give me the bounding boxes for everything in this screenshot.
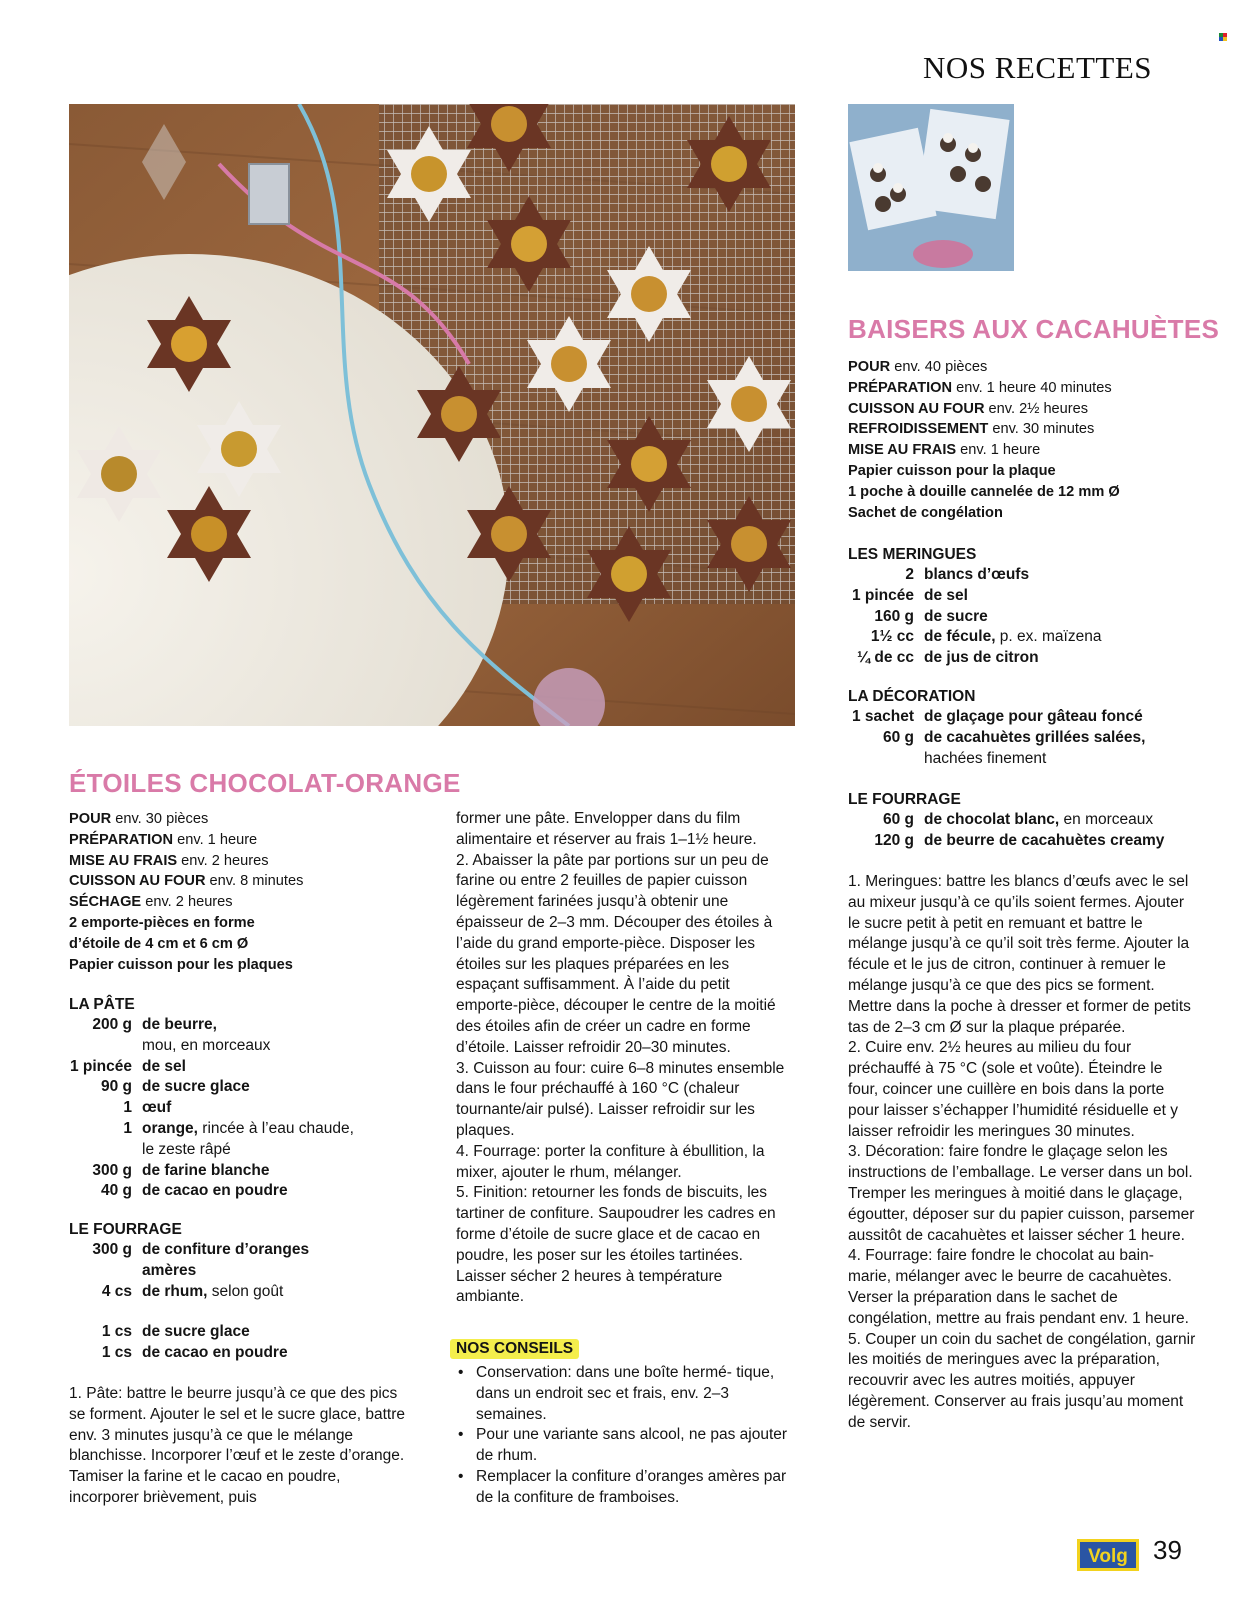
step: 4. Fourrage: porter la confiture à ébullition, la mixer, ajouter le rhum, mélanger. [456,1142,765,1181]
ingredient-row: 160 g de sucre [874,607,988,625]
ingredient-row: amères [142,1261,197,1279]
equipment-line: 1 poche à douille cannelée de 12 mm Ø [848,483,1120,500]
equipment-line: Papier cuisson pour la plaque [848,462,1056,479]
recipe2-meta [848,357,1218,523]
ingredient-row: 4 cs de rhum, selon goût [101,1282,284,1300]
meta-line: PRÉPARATION env. 1 heure [69,831,258,848]
meta-line: POUR env. 30 pièces [69,811,209,827]
tips-list [456,1363,792,1509]
meta-line: POUR env. 40 pièces [848,359,988,375]
tip-item: • Pour une variante sans alcool, ne pas ajouter de rhum. [456,1425,792,1467]
equipment-line: d’étoile de 4 cm et 6 cm Ø [69,935,249,952]
ingredient-row: 1 sachet de glaçage pour gâteau foncé [851,708,1143,725]
ingredient-row: 1 cs de sucre glace [101,1323,250,1340]
ingredient-row: hachées finement [924,749,1047,767]
recipe2-title: BAISERS AUX CACAHUÈTES [848,314,1220,344]
finition-ingredients [69,1322,409,1364]
recipe1-steps-col1 [69,1384,414,1509]
pate-ingredients [69,1015,409,1202]
equipment-line: 2 emporte-pièces en forme [69,914,255,931]
recipe2-steps [848,872,1196,1434]
decoration-heading: LA DÉCORATION [848,688,976,705]
ingredient-row: 300 g de confiture d’oranges [92,1241,310,1258]
fourrage1-heading: LE FOURRAGE [69,1221,182,1238]
ingredient-row: mou, en morceaux [142,1036,271,1054]
ingredient-row: 120 g de beurre de cacahuètes creamy [874,831,1165,849]
step: 3. Décoration: faire fondre le glaçage selon les instructions de l’emballage. Le verser dans un bol. Tremper les meringues à moitié dans le glaçage, égoutter, déposer sur du papier cuisson, parsemer aussitôt de cacahuètes et laisser sécher 1 heure. [848,1143,1195,1244]
step: 3. Cuisson au four: cuire 6–8 minutes ensemble dans le four préchauffé à 160 °C (chaleur tournante/air pulsé). Laisser refroidir sur les plaques. [456,1059,785,1139]
step: 5. Finition: retourner les fonds de biscuits, les tartiner de confiture. Saupoudrer les cadres en forme d’étoile de sucre glace et de cacao en poudre, les poser sur les étoiles tartinées. Laisser sécher 2 heures à température ambiante. [456,1184,776,1306]
fourrage2-heading: LE FOURRAGE [848,791,961,808]
tips-highlight: NOS CONSEILS [450,1339,579,1359]
step: 2. Cuire env. 2½ heures au milieu du four préchauffé à 75 °C (sole et voûte). Éteindre le four, coincer une cuillère en bois dans la porte pour laisser s’échapper l’humidité résiduelle et y laisser refroidir les meringues 30 minutes. [848,1039,1178,1140]
page-number: 39 [1153,1535,1182,1565]
meta-line: PRÉPARATION env. 1 heure 40 minutes [848,379,1112,396]
ingredient-row: 1 orange, rincée à l’eau chaude, [123,1119,354,1137]
meta-line: CUISSON AU FOUR env. 8 minutes [69,873,304,890]
section-header: NOS RECETTES [922,50,1152,85]
meta-line: REFROIDISSEMENT env. 30 minutes [848,421,1095,438]
equipment-line: Sachet de congélation [848,504,1003,521]
step: 4. Fourrage: faire fondre le chocolat au bain-marie, mélanger avec le beurre de cacahuètes. Verser la préparation dans le sachet de congélation, mettre au frais pendant env. 1 heure. [848,1247,1189,1327]
ingredient-row: 300 g de farine blanche [92,1161,270,1179]
fourrage2-ingredients [848,810,1228,852]
ingredient-row: 1 œuf [123,1099,172,1117]
ingredient-row: 200 g de beurre, [92,1016,217,1033]
volg-logo [1077,1539,1139,1571]
recipe1-steps-col2 [456,809,792,1308]
equipment-line: Papier cuisson pour les plaques [69,956,293,973]
cookies-photo [69,104,795,726]
recipe1-title: ÉTOILES CHOCOLAT-ORANGE [69,768,461,798]
corner-marker [1219,33,1227,41]
tips-heading [450,1339,579,1359]
meringues-photo [848,104,1014,271]
meta-line: SÉCHAGE env. 2 heures [69,894,233,911]
ingredient-row: 60 g de cacahuètes grillées salées, [882,728,1146,746]
step: 1. Meringues: battre les blancs d’œufs avec le sel au mixeur jusqu’à ce qu’ils soient fermes. Ajouter le sucre petit à petit en remuant et battre le mélange jusqu’à ce qu’il soit très ferme. Ajouter la fécule et le jus de citron, continuer à remuer le mélange jusqu’à ce que des pics se forment. Mettre dans la poche à dresser et former de petits tas de 2–3 cm Ø sur la plaque préparée. [848,873,1191,1036]
meta-line: MISE AU FRAIS env. 1 heure [848,442,1041,459]
meta-line: MISE AU FRAIS env. 2 heures [69,852,269,869]
step: 2. Abaisser la pâte par portions sur un peu de farine ou entre 2 feuilles de papier cuisson légèrement farinées jusqu’à obtenir une épaisseur de 2–3 mm. Découper des étoiles à l’aide du grand emporte-pièce. Disposer les étoiles sur les plaques préparées en les espaçant suffisamment. À l’aide du petit emporte-pièce, découper le centre de la moitié des étoiles afin de créer un cadre en forme d’étoile. Laisser refroidir 20–30 minutes. [456,851,776,1056]
decoration-ingredients [848,707,1228,769]
tip-item: • Conservation: dans une boîte hermé- tique, dans un endroit sec et frais, env. 2–3 semaines. [456,1363,792,1425]
ingredient-row: 2 blancs d’œufs [905,566,1030,583]
ingredient-row: 60 g de chocolat blanc, en morceaux [882,811,1154,828]
recipe1-meta [69,809,409,975]
fourrage1-ingredients [69,1240,409,1302]
meringues-heading: LES MERINGUES [848,546,977,563]
step: 5. Couper un coin du sachet de congélation, garnir les moitiés de meringues avec la préparation, recouvrir avec les autres moitiés, appuyer légèrement. Conserver au frais jusqu’au moment de servir. [848,1330,1196,1431]
ingredient-row: 1 pincée de sel [69,1057,186,1075]
ingredient-row: le zeste râpé [142,1140,231,1158]
meringues-ingredients [848,565,1228,669]
ingredient-row: 40 g de cacao en poudre [100,1182,288,1200]
step: 1. Pâte: battre le beurre jusqu’à ce que des pics se forment. Ajouter le sel et le sucre glace, battre env. 3 minutes jusqu’à ce que le mélange blanchisse. Incorporer l’œuf et le zeste d’orange. Tamiser la farine et le cacao en poudre, incorporer brièvement, puis [69,1385,406,1506]
ingredient-row: ¼ de cc de jus de citron [857,649,1039,667]
ingredient-row: 1 pincée de sel [851,586,968,604]
ingredient-row: 1½ cc de fécule, p. ex. maïzena [870,628,1102,646]
logo-text: Volg [1088,1546,1128,1567]
ingredient-row: 90 g de sucre glace [100,1078,250,1096]
pate-heading: LA PÂTE [69,996,135,1013]
ingredient-row: 1 cs de cacao en poudre [101,1343,288,1361]
step: former une pâte. Envelopper dans du film alimentaire et réserver au frais 1–1½ heure. [456,810,757,848]
tip-item: • Remplacer la confiture d’oranges amères par de la confiture de framboises. [456,1467,792,1509]
meta-line: CUISSON AU FOUR env. 2½ heures [848,400,1089,417]
